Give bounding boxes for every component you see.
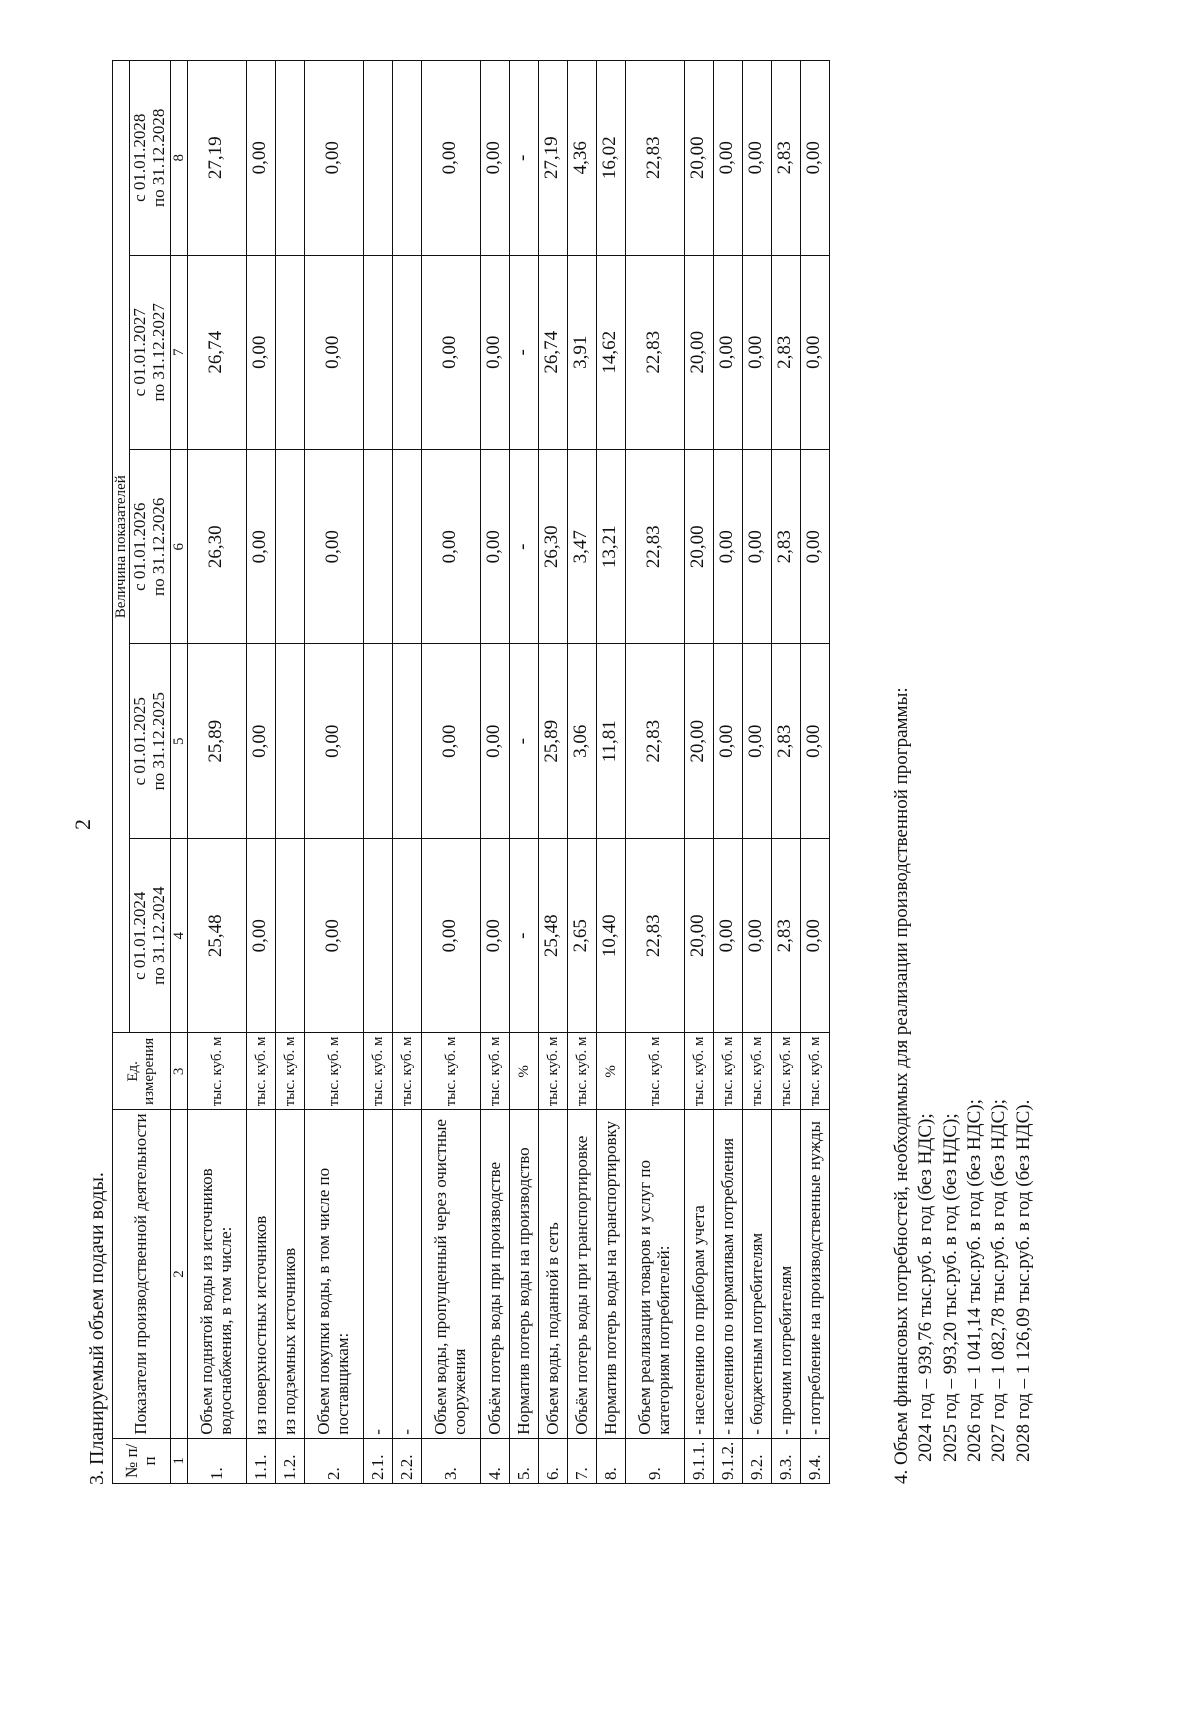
row-value-1: 0,00 xyxy=(480,838,509,1032)
row-value-2: 0,00 xyxy=(246,644,275,838)
row-number: 2. xyxy=(304,1438,363,1483)
row-indicator: из поверхностных источников xyxy=(246,1110,275,1438)
section-number: 3. xyxy=(86,1470,108,1485)
table-row xyxy=(480,61,509,1484)
header-year-1 xyxy=(130,838,170,1032)
row-number: 1.2. xyxy=(275,1438,304,1483)
header-year-to: по 31.12.2028 xyxy=(148,108,168,207)
column-number: 2 xyxy=(170,1110,187,1438)
row-unit: % xyxy=(509,1033,538,1110)
header-year-to: по 31.12.2027 xyxy=(148,303,168,402)
row-value-4: 0,00 xyxy=(304,255,363,449)
row-value-1: 0,00 xyxy=(246,838,275,1032)
row-value-2: 2,83 xyxy=(771,644,800,838)
row-unit: тыс. куб. м xyxy=(275,1033,304,1110)
row-value-1: 10,40 xyxy=(596,838,625,1032)
row-value-3: 26,30 xyxy=(187,450,246,644)
row-number: 7. xyxy=(567,1438,596,1483)
table-row xyxy=(392,61,421,1484)
table-row xyxy=(509,61,538,1484)
row-number: 1. xyxy=(187,1438,246,1483)
column-number: 6 xyxy=(170,450,187,644)
finance-line: 2026 год – 1 041,14 тыс.руб. в год (без НДС); xyxy=(963,1099,985,1462)
row-value-2: 0,00 xyxy=(800,644,829,838)
row-value-3: 0,00 xyxy=(246,450,275,644)
row-number: 3. xyxy=(421,1438,480,1483)
finance-section xyxy=(890,687,1036,1484)
row-unit: тыс. куб. м xyxy=(713,1033,742,1110)
table-row xyxy=(567,61,596,1484)
row-unit: % xyxy=(596,1033,625,1110)
row-indicator: Объем воды, пропущенный через очистные сооружения xyxy=(421,1110,480,1438)
row-value-4: 0,00 xyxy=(480,255,509,449)
row-indicator: - xyxy=(392,1110,421,1438)
table-row xyxy=(421,61,480,1484)
header-year-3 xyxy=(130,450,170,644)
row-value-2: 25,89 xyxy=(538,644,567,838)
row-unit: тыс. куб. м xyxy=(304,1033,363,1110)
finance-line: 2027 год – 1 082,78 тыс.руб. в год (без НДС); xyxy=(988,1099,1010,1462)
row-indicator: Объем покупки воды, в том числе по поставщикам: xyxy=(304,1110,363,1438)
row-unit: тыс. куб. м xyxy=(246,1033,275,1110)
table-row xyxy=(187,61,246,1484)
page-number: 2 xyxy=(70,819,95,830)
row-indicator: - прочим потребителям xyxy=(771,1110,800,1438)
table-row xyxy=(771,61,800,1484)
row-value-5: 20,00 xyxy=(684,61,713,256)
row-value-2: 22,83 xyxy=(625,644,684,838)
row-value-1: 0,00 xyxy=(713,838,742,1032)
column-number: 7 xyxy=(170,255,187,449)
row-value-3: 2,83 xyxy=(771,450,800,644)
row-unit: тыс. куб. м xyxy=(742,1033,771,1110)
row-value-5 xyxy=(392,61,421,256)
row-value-5: 22,83 xyxy=(625,61,684,256)
row-indicator: Объем воды, поданной в сеть xyxy=(538,1110,567,1438)
row-value-4: 20,00 xyxy=(684,255,713,449)
row-value-1 xyxy=(392,838,421,1032)
row-value-4: - xyxy=(509,255,538,449)
row-value-2: 0,00 xyxy=(480,644,509,838)
header-year-from: с 01.01.2028 xyxy=(130,113,150,202)
table-row xyxy=(246,61,275,1484)
row-value-4: 26,74 xyxy=(538,255,567,449)
table-row xyxy=(596,61,625,1484)
header-year-5 xyxy=(130,61,170,256)
header-unit: Ед. измерения xyxy=(113,1033,171,1110)
row-number: 9.2. xyxy=(742,1438,771,1483)
row-value-4: 0,00 xyxy=(421,255,480,449)
row-value-3: 0,00 xyxy=(480,450,509,644)
table-row xyxy=(275,61,304,1484)
header-year-to: по 31.12.2025 xyxy=(148,692,168,791)
header-values-group: Величина показателей xyxy=(113,61,130,1033)
row-indicator: Норматив потерь воды на производство xyxy=(509,1110,538,1438)
row-value-3: 26,30 xyxy=(538,450,567,644)
row-indicator: - населению по приборам учета xyxy=(684,1110,713,1438)
table-row xyxy=(625,61,684,1484)
row-value-1: 0,00 xyxy=(421,838,480,1032)
row-value-3: 3,47 xyxy=(567,450,596,644)
table-row xyxy=(800,61,829,1484)
row-value-5: 0,00 xyxy=(304,61,363,256)
row-value-3 xyxy=(363,450,392,644)
row-value-2: 20,00 xyxy=(684,644,713,838)
finance-line: 2024 год – 939,76 тыс.руб. в год (без НДС); xyxy=(915,1113,937,1462)
header-year-to: по 31.12.2024 xyxy=(148,886,168,985)
finance-line: 2025 год – 993,20 тыс.руб. в год (без НДС); xyxy=(939,1113,961,1462)
row-value-1: 0,00 xyxy=(800,838,829,1032)
row-indicator: Объём потерь воды при производстве xyxy=(480,1110,509,1438)
row-number: 2.1. xyxy=(363,1438,392,1483)
row-value-2 xyxy=(363,644,392,838)
row-value-5: 0,00 xyxy=(713,61,742,256)
row-value-5: 0,00 xyxy=(421,61,480,256)
row-value-4 xyxy=(392,255,421,449)
row-indicator: - населению по нормативам потребления xyxy=(713,1110,742,1438)
row-value-1: 0,00 xyxy=(304,838,363,1032)
row-unit: тыс. куб. м xyxy=(567,1033,596,1110)
table-row xyxy=(713,61,742,1484)
row-value-4: 0,00 xyxy=(742,255,771,449)
row-value-2 xyxy=(275,644,304,838)
row-indicator: - потребление на производственные нужды xyxy=(800,1110,829,1438)
header-indicator: Показатели производственной деятельности xyxy=(113,1110,171,1438)
row-value-5: 4,36 xyxy=(567,61,596,256)
row-indicator: - бюджетным потребителям xyxy=(742,1110,771,1438)
table-row xyxy=(742,61,771,1484)
row-indicator: Объём потерь воды при транспортировке xyxy=(567,1110,596,1438)
header-year-from: с 01.01.2025 xyxy=(130,697,150,786)
row-indicator: Объем реализации товаров и услуг по категориям потребителей: xyxy=(625,1110,684,1438)
row-number: 1.1. xyxy=(246,1438,275,1483)
row-number: 9.1.1. xyxy=(684,1438,713,1483)
row-value-4: 22,83 xyxy=(625,255,684,449)
row-number: 9. xyxy=(625,1438,684,1483)
row-number: 6. xyxy=(538,1438,567,1483)
row-value-1: 0,00 xyxy=(742,838,771,1032)
table-row xyxy=(363,61,392,1484)
header-year-to: по 31.12.2026 xyxy=(148,497,168,596)
column-number: 5 xyxy=(170,644,187,838)
row-unit: тыс. куб. м xyxy=(771,1033,800,1110)
row-value-4: 2,83 xyxy=(771,255,800,449)
row-value-3: 0,00 xyxy=(800,450,829,644)
row-value-2: 0,00 xyxy=(304,644,363,838)
row-value-4: 0,00 xyxy=(713,255,742,449)
row-value-3: 20,00 xyxy=(684,450,713,644)
table-row xyxy=(538,61,567,1484)
row-value-3: 0,00 xyxy=(421,450,480,644)
row-value-2: 0,00 xyxy=(421,644,480,838)
row-unit: тыс. куб. м xyxy=(480,1033,509,1110)
section-title xyxy=(86,1172,109,1485)
table-row xyxy=(684,61,713,1484)
row-value-3: 0,00 xyxy=(742,450,771,644)
row-value-1: 25,48 xyxy=(187,838,246,1032)
row-number: 4. xyxy=(480,1438,509,1483)
finance-title: 4. Объем финансовых потребностей, необходимых для реализации производственной программы: xyxy=(891,687,912,1484)
table-body xyxy=(187,61,829,1484)
column-number: 8 xyxy=(170,61,187,256)
row-value-5: 0,00 xyxy=(800,61,829,256)
row-value-4: 26,74 xyxy=(187,255,246,449)
row-unit: тыс. куб. м xyxy=(363,1033,392,1110)
row-value-1: - xyxy=(509,838,538,1032)
row-value-5 xyxy=(275,61,304,256)
row-value-5: - xyxy=(509,61,538,256)
row-value-1: 25,48 xyxy=(538,838,567,1032)
row-unit: тыс. куб. м xyxy=(625,1033,684,1110)
row-value-3: 0,00 xyxy=(304,450,363,644)
header-year-4 xyxy=(130,255,170,449)
water-supply-table xyxy=(112,60,830,1484)
row-value-5: 27,19 xyxy=(187,61,246,256)
column-number: 3 xyxy=(170,1033,187,1110)
row-value-3: 13,21 xyxy=(596,450,625,644)
row-unit: тыс. куб. м xyxy=(800,1033,829,1110)
row-value-4: 14,62 xyxy=(596,255,625,449)
row-value-2: - xyxy=(509,644,538,838)
row-value-5: 0,00 xyxy=(742,61,771,256)
row-value-4: 0,00 xyxy=(800,255,829,449)
row-value-5: 16,02 xyxy=(596,61,625,256)
row-indicator: из подземных источников xyxy=(275,1110,304,1438)
row-value-5: 2,83 xyxy=(771,61,800,256)
section-heading: Планируемый объем подачи воды. xyxy=(86,1172,108,1465)
row-value-1: 22,83 xyxy=(625,838,684,1032)
row-value-5: 27,19 xyxy=(538,61,567,256)
row-number: 2.2. xyxy=(392,1438,421,1483)
row-value-1 xyxy=(363,838,392,1032)
row-value-2: 25,89 xyxy=(187,644,246,838)
row-number: 5. xyxy=(509,1438,538,1483)
row-unit: тыс. куб. м xyxy=(538,1033,567,1110)
header-year-2 xyxy=(130,644,170,838)
row-value-5: 0,00 xyxy=(480,61,509,256)
row-indicator: Объем поднятой воды из источников водоснабжения, в том числе: xyxy=(187,1110,246,1438)
row-number: 9.3. xyxy=(771,1438,800,1483)
row-value-3 xyxy=(392,450,421,644)
header-year-from: с 01.01.2024 xyxy=(130,891,150,980)
row-indicator: Норматив потерь воды на транспортировку xyxy=(596,1110,625,1438)
row-value-4: 3,91 xyxy=(567,255,596,449)
row-value-3: 0,00 xyxy=(713,450,742,644)
column-number: 1 xyxy=(170,1438,187,1483)
row-value-4: 0,00 xyxy=(246,255,275,449)
row-value-2 xyxy=(392,644,421,838)
row-unit: тыс. куб. м xyxy=(684,1033,713,1110)
column-number: 4 xyxy=(170,838,187,1032)
row-value-2: 3,06 xyxy=(567,644,596,838)
header-number: № п/п xyxy=(113,1438,171,1483)
row-value-2: 0,00 xyxy=(713,644,742,838)
row-value-1: 20,00 xyxy=(684,838,713,1032)
row-value-5: 0,00 xyxy=(246,61,275,256)
row-value-3: - xyxy=(509,450,538,644)
row-unit: тыс. куб. м xyxy=(392,1033,421,1110)
row-value-4 xyxy=(275,255,304,449)
row-value-2: 0,00 xyxy=(742,644,771,838)
row-number: 9.4. xyxy=(800,1438,829,1483)
table-row xyxy=(304,61,363,1484)
row-unit: тыс. куб. м xyxy=(187,1033,246,1110)
row-unit: тыс. куб. м xyxy=(421,1033,480,1110)
row-value-1: 2,65 xyxy=(567,838,596,1032)
row-indicator: - xyxy=(363,1110,392,1438)
row-value-2: 11,81 xyxy=(596,644,625,838)
row-value-4 xyxy=(363,255,392,449)
header-column-numbers-row xyxy=(170,61,187,1484)
row-value-5 xyxy=(363,61,392,256)
row-number: 8. xyxy=(596,1438,625,1483)
row-number: 9.1.2. xyxy=(713,1438,742,1483)
header-year-from: с 01.01.2027 xyxy=(130,308,150,397)
row-value-3: 22,83 xyxy=(625,450,684,644)
header-year-from: с 01.01.2026 xyxy=(130,502,150,591)
row-value-3 xyxy=(275,450,304,644)
finance-line: 2028 год – 1 126,09 тыс.руб. в год (без НДС). xyxy=(1012,1099,1034,1462)
row-value-1: 2,83 xyxy=(771,838,800,1032)
row-value-1 xyxy=(275,838,304,1032)
rotated-page xyxy=(0,60,1200,1700)
